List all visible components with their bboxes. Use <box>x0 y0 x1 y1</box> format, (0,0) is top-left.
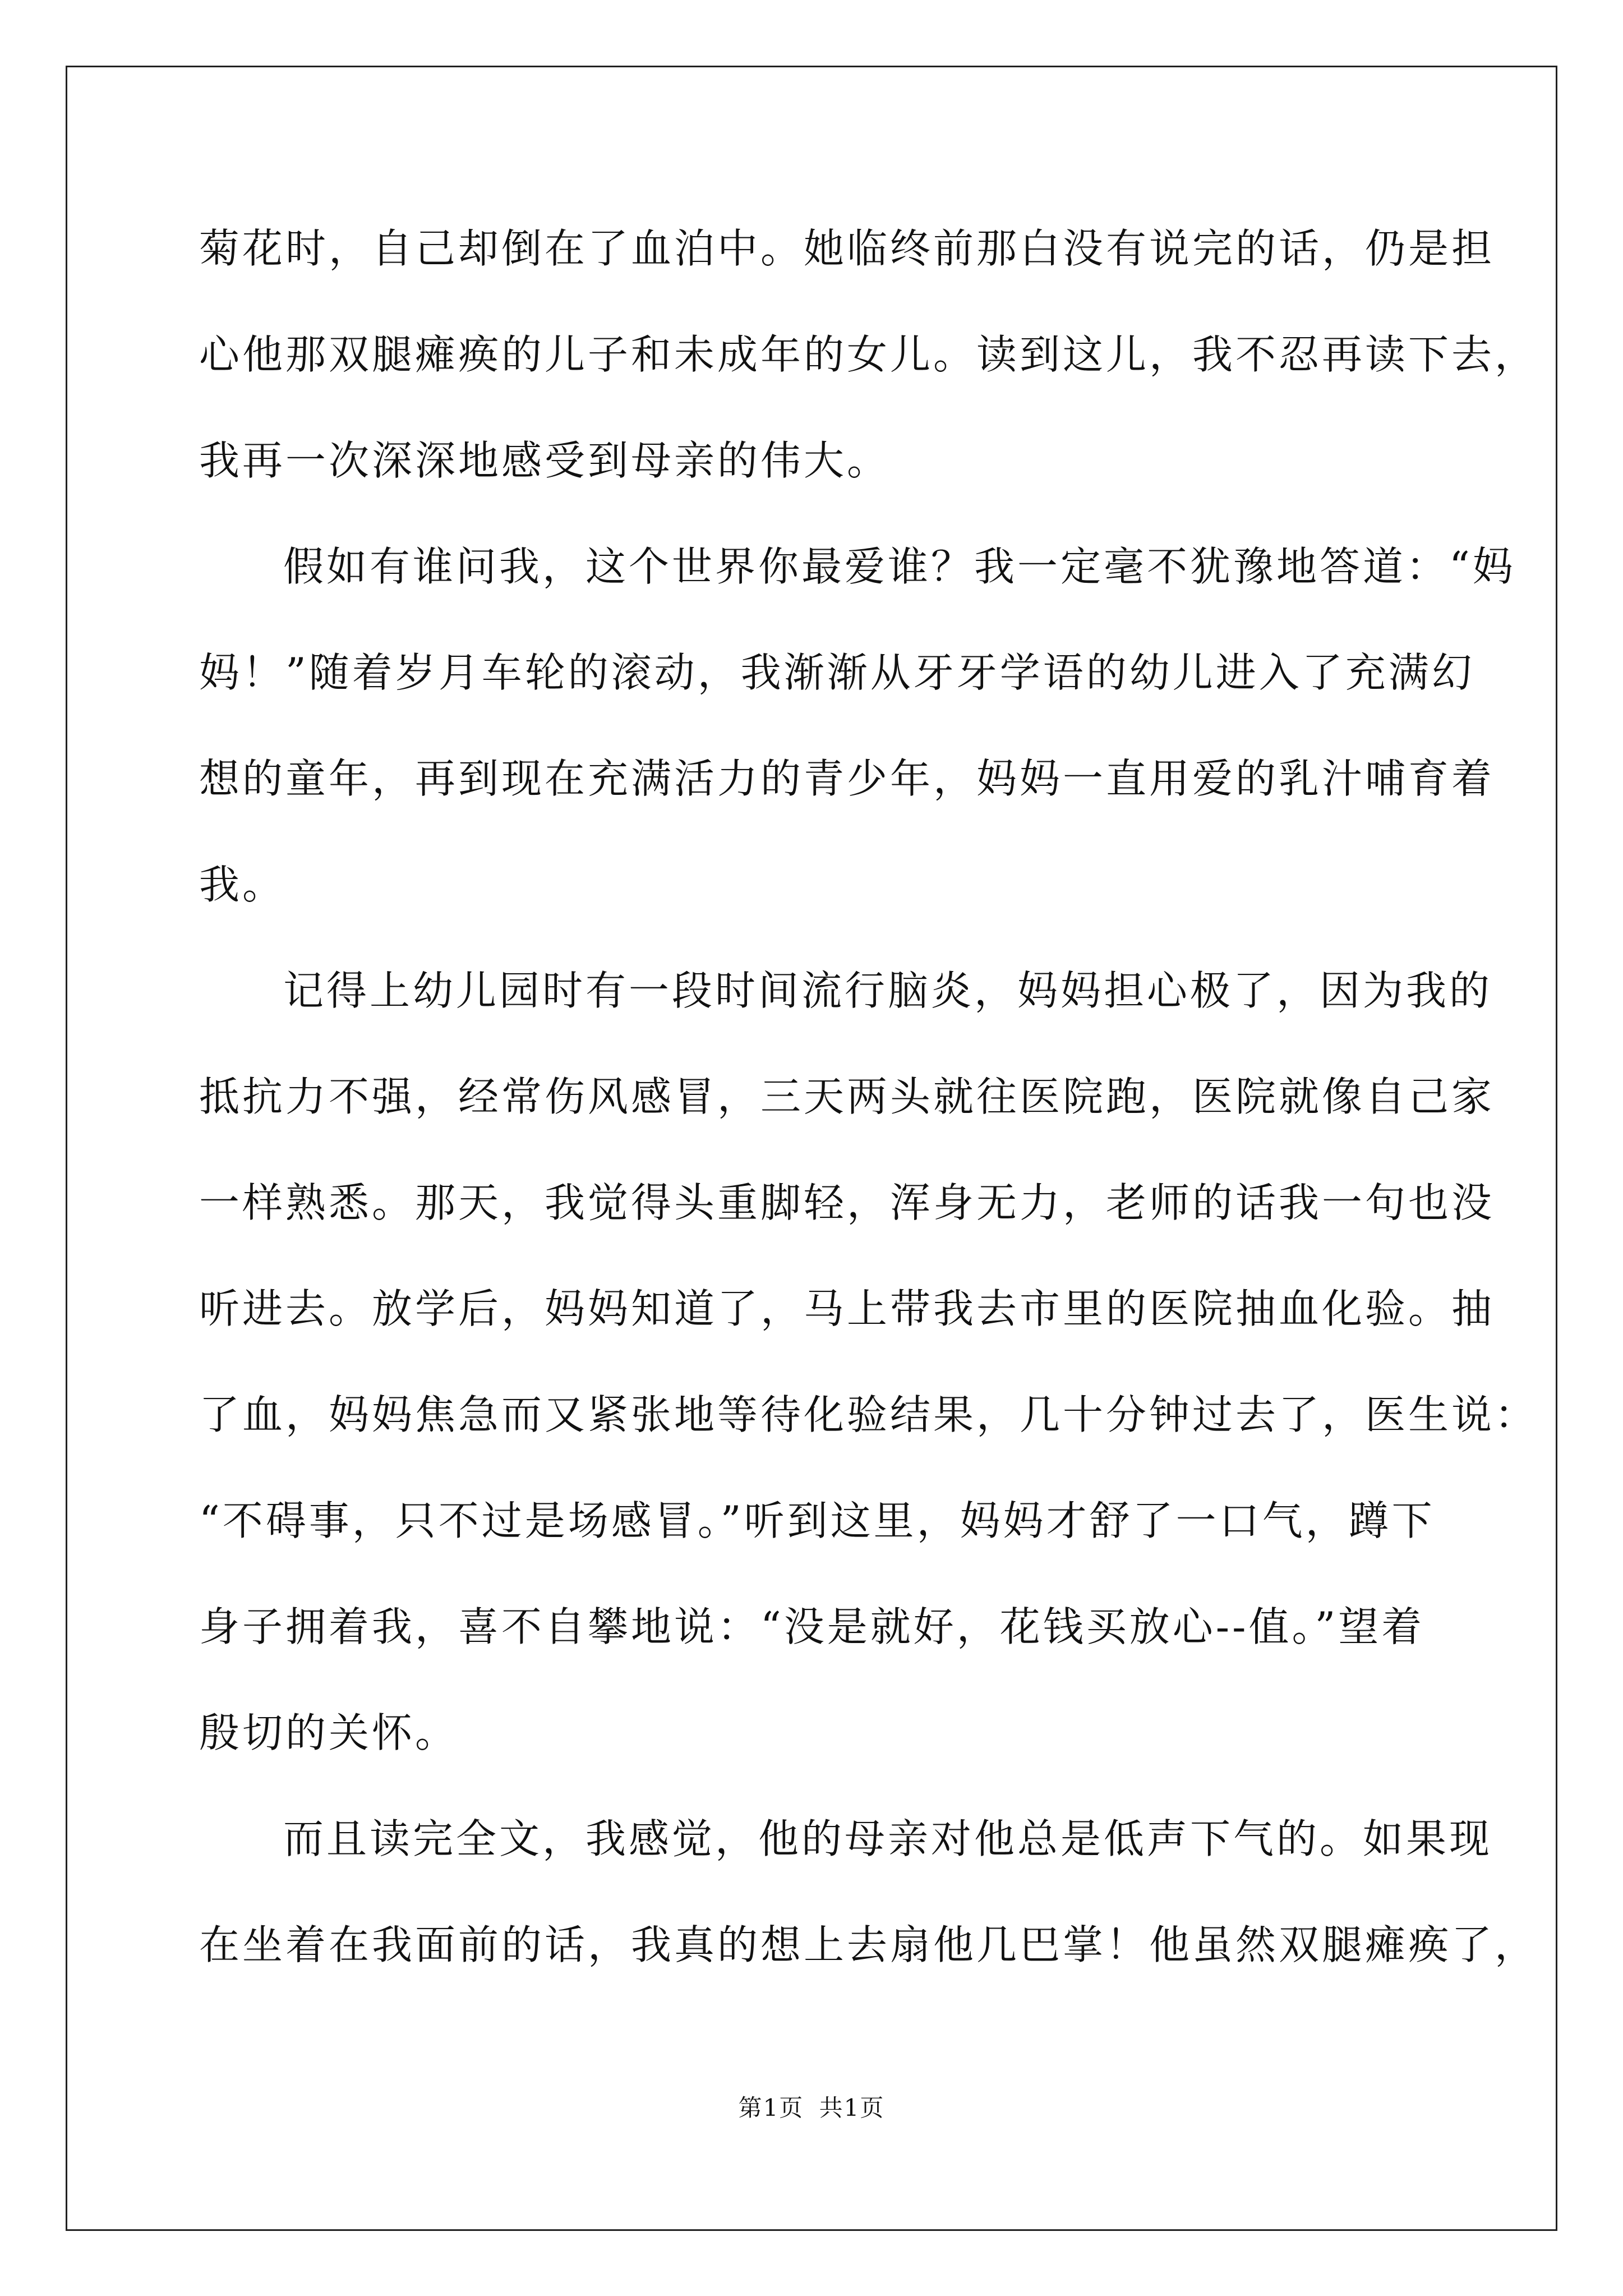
text-line: “不碍事，只不过是场感冒。”听到这里，妈妈才舒了一口气，蹲下 <box>199 1497 1435 1544</box>
page-number-current: 第1页 <box>738 2094 804 2122</box>
text-line: 殷切的关怀。 <box>199 1709 459 1756</box>
text-line: 菊花时，自己却倒在了血泊中。她临终前那白没有说完的话，仍是担 <box>199 225 1495 272</box>
text-line: 身子拥着我，喜不自攀地说：“没是就好，花钱买放心--值。”望着 <box>199 1603 1425 1650</box>
text-line: 一样熟悉。那天，我觉得头重脚轻，浑身无力，老师的话我一句也没 <box>199 1179 1495 1226</box>
text-line: 在坐着在我面前的话，我真的想上去扇他几巴掌！他虽然双腿瘫痪了， <box>199 1921 1538 1968</box>
text-line: 想的童年，再到现在充满活力的青少年，妈妈一直用爱的乳汁哺育着 <box>199 755 1495 802</box>
text-line: 听进去。放学后，妈妈知道了，马上带我去市里的医院抽血化验。抽 <box>199 1285 1495 1332</box>
document-body <box>199 218 1538 2020</box>
page-number-total: 共1页 <box>819 2094 885 2122</box>
page-footer <box>0 2091 1623 2125</box>
text-line: 假如有谁问我，这个世界你最爱谁？我一定毫不犹豫地答道：“妈 <box>283 543 1516 590</box>
text-line: 我。 <box>199 861 286 908</box>
text-line: 抵抗力不强，经常伤风感冒，三天两头就往医院跑，医院就像自己家 <box>199 1073 1495 1120</box>
text-line: 妈！”随着岁月车轮的滚动，我渐渐从牙牙学语的幼儿进入了充满幻 <box>199 649 1475 696</box>
text-line: 我再一次深深地感受到母亲的伟大。 <box>199 437 891 484</box>
text-line: 心他那双腿瘫痪的儿子和未成年的女儿。读到这儿，我不忍再读下去， <box>199 331 1538 378</box>
text-line: 而且读完全文，我感觉，他的母亲对他总是低声下气的。如果现 <box>283 1815 1493 1862</box>
text-line: 记得上幼儿园时有一段时间流行脑炎，妈妈担心极了，因为我的 <box>283 967 1493 1014</box>
text-line: 了血，妈妈焦急而又紧张地等待化验结果，几十分钟过去了，医生说： <box>199 1391 1538 1438</box>
